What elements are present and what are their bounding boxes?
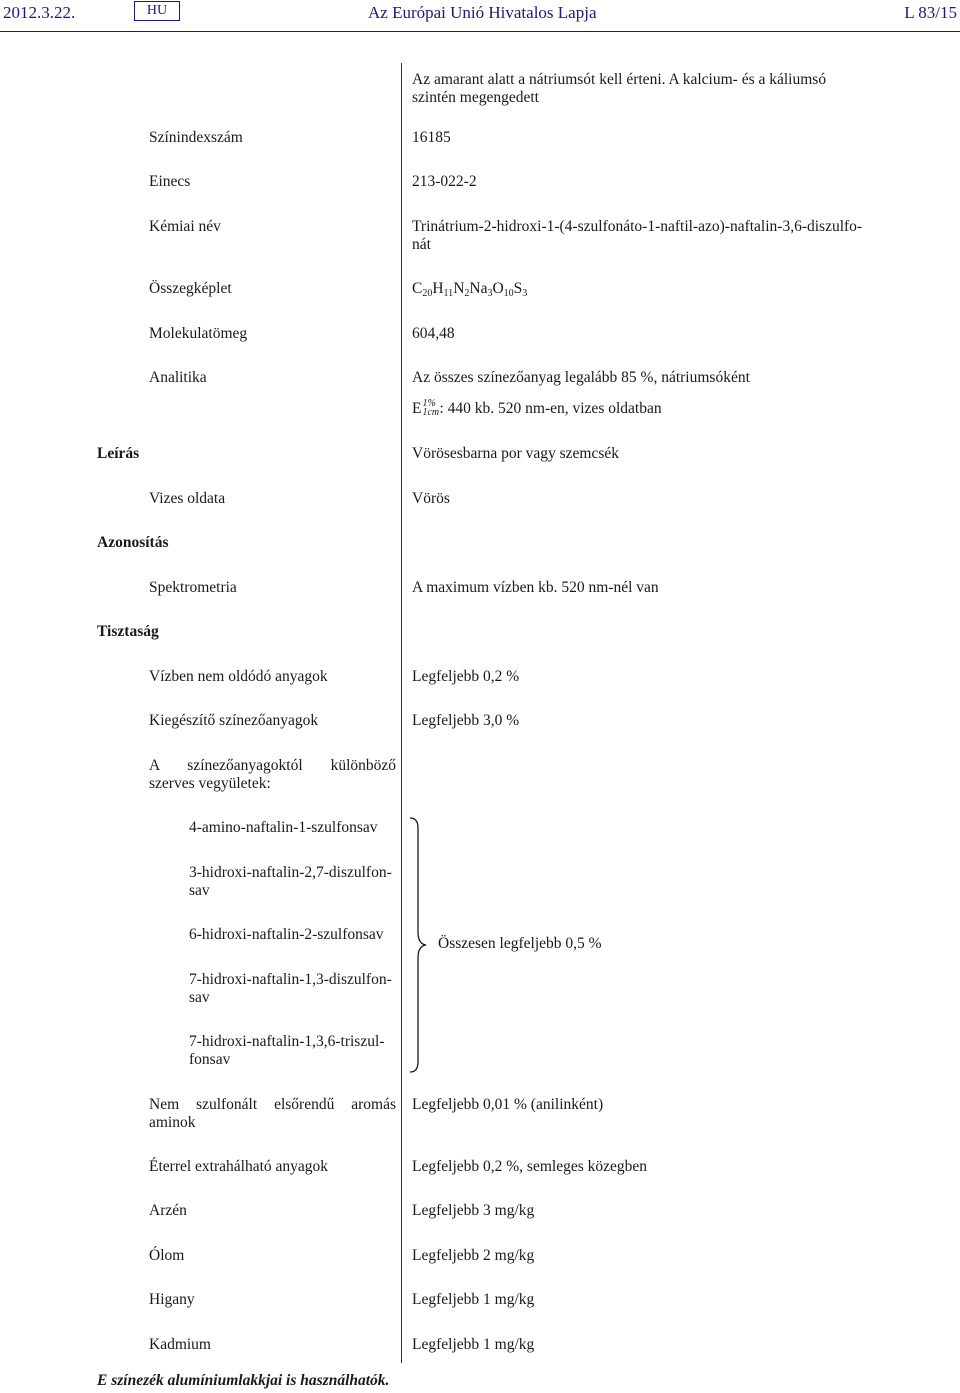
einecs-value: 213-022-2 (412, 173, 477, 190)
leiras-value: Vörösesbarna por vagy szemcsék (412, 445, 620, 462)
formula-element: Na (469, 280, 488, 297)
szinindex-value: 16185 (412, 129, 451, 146)
higany-label: Higany (149, 1291, 195, 1308)
header-rule (0, 31, 960, 32)
analitika-label: Analitika (149, 369, 207, 386)
molecular-formula (412, 280, 527, 303)
formula-count: 10 (503, 288, 514, 299)
formula-count: 11 (443, 288, 454, 299)
formula-element: H (432, 280, 444, 297)
compound-item: 3-hidroxi-naftalin-2,7-diszulfon- (189, 864, 392, 881)
nem-szulfonalt-value: Legfeljebb 0,01 % (anilinként) (412, 1096, 604, 1113)
page-header (0, 0, 960, 28)
spektrometria-label: Spektrometria (149, 579, 237, 596)
olom-value: Legfeljebb 2 mg/kg (412, 1247, 535, 1264)
kiegeszito-value: Legfeljebb 3,0 % (412, 712, 520, 729)
leiras-heading: Leírás (97, 445, 140, 462)
compound-item: 4-amino-naftalin-1-szulfonsav (189, 819, 378, 836)
higany-value: Legfeljebb 1 mg/kg (412, 1291, 535, 1308)
vizben-label: Vízben nem oldódó anyagok (149, 668, 328, 685)
compound-item-cont: fonsav (189, 1051, 231, 1068)
azonositas-heading: Azonosítás (97, 534, 169, 551)
page-reference: L 83/15 (904, 3, 957, 22)
analitika-value-line1: Az összes színezőanyag legalább 85 %, nátriumsóként (412, 369, 750, 386)
grouping-brace (404, 816, 428, 1074)
molekulatomeg-label: Molekulatömeg (149, 325, 248, 342)
eter-value: Legfeljebb 0,2 %, semleges közegben (412, 1158, 647, 1175)
vizben-value: Legfeljebb 0,2 % (412, 668, 520, 685)
formula-count: 20 (422, 288, 433, 299)
eter-label: Éterrel extrahálható anyagok (149, 1158, 329, 1175)
kemiai-nev-value-line1: Trinátrium-2-hidroxi-1-(4-szulfonáto-1-naftil-azo)-naftalin-3,6-diszulfo- (412, 218, 863, 235)
kiegeszito-label: Kiegészítő színezőanyagok (149, 712, 319, 729)
formula-element: N (453, 280, 465, 297)
column-divider (401, 63, 402, 1363)
extinction-symbol: E (412, 400, 422, 417)
extinction-sup: 1% (422, 398, 436, 409)
spektrometria-value: A maximum vízben kb. 520 nm-nél van (412, 579, 659, 596)
compound-item-cont: sav (189, 989, 210, 1006)
analitika-value-line2: : 440 kb. 520 nm-en, vizes oldatban (439, 400, 662, 417)
nem-szulfonalt-label-line2: aminok (149, 1114, 196, 1131)
formula-count: 3 (487, 288, 493, 299)
extinction-sub: 1cm (422, 407, 440, 418)
compounds-total: Összesen legfeljebb 0,5 % (438, 935, 602, 952)
vizes-oldata-label: Vizes oldata (149, 490, 226, 507)
formula-element: S (513, 280, 523, 297)
kemiai-nev-value-line2: nát (412, 236, 431, 253)
compound-item: 7-hidroxi-naftalin-1,3,6-triszul- (189, 1033, 385, 1050)
compound-item: 7-hidroxi-naftalin-1,3-diszulfon- (189, 971, 392, 988)
formula-count: 2 (464, 288, 470, 299)
kadmium-value: Legfeljebb 1 mg/kg (412, 1336, 535, 1353)
arzen-value: Legfeljebb 3 mg/kg (412, 1202, 535, 1219)
extinction-indices (421, 400, 439, 418)
kemiai-nev-label: Kémiai név (149, 218, 221, 235)
compound-item: 6-hidroxi-naftalin-2-szulfonsav (189, 926, 384, 943)
language-badge: HU (134, 1, 180, 21)
journal-title: Az Európai Unió Hivatalos Lapja (368, 3, 597, 22)
formula-count: 3 (522, 288, 528, 299)
vizes-oldata-value: Vörös (412, 490, 450, 507)
szerves-label-line1: A színezőanyagoktól különböző (149, 757, 396, 774)
footer-note: E színezék alumíniumlakkjai is használhatók. (97, 1372, 390, 1389)
formula-element: O (492, 280, 504, 297)
szerves-label-line2: szerves vegyületek: (149, 775, 271, 792)
osszegkeplet-label: Összegképlet (149, 280, 232, 297)
formula-element: C (412, 280, 423, 297)
intro-note-line2: szintén megengedett (412, 89, 539, 106)
header-date: 2012.3.22. (3, 3, 76, 22)
szinindex-label: Színindexszám (149, 129, 243, 146)
nem-szulfonalt-label-line1: Nem szulfonált elsőrendű aromás (149, 1096, 396, 1113)
intro-note-line1: Az amarant alatt a nátriumsót kell érteni. A kalcium- és a káliumsó (412, 71, 827, 88)
arzen-label: Arzén (149, 1202, 187, 1219)
olom-label: Ólom (149, 1247, 185, 1264)
compound-item-cont: sav (189, 882, 210, 899)
einecs-label: Einecs (149, 173, 191, 190)
tisztasag-heading: Tisztaság (97, 623, 159, 640)
kadmium-label: Kadmium (149, 1336, 211, 1353)
extinction-line (412, 400, 662, 418)
molekulatomeg-value: 604,48 (412, 325, 455, 342)
